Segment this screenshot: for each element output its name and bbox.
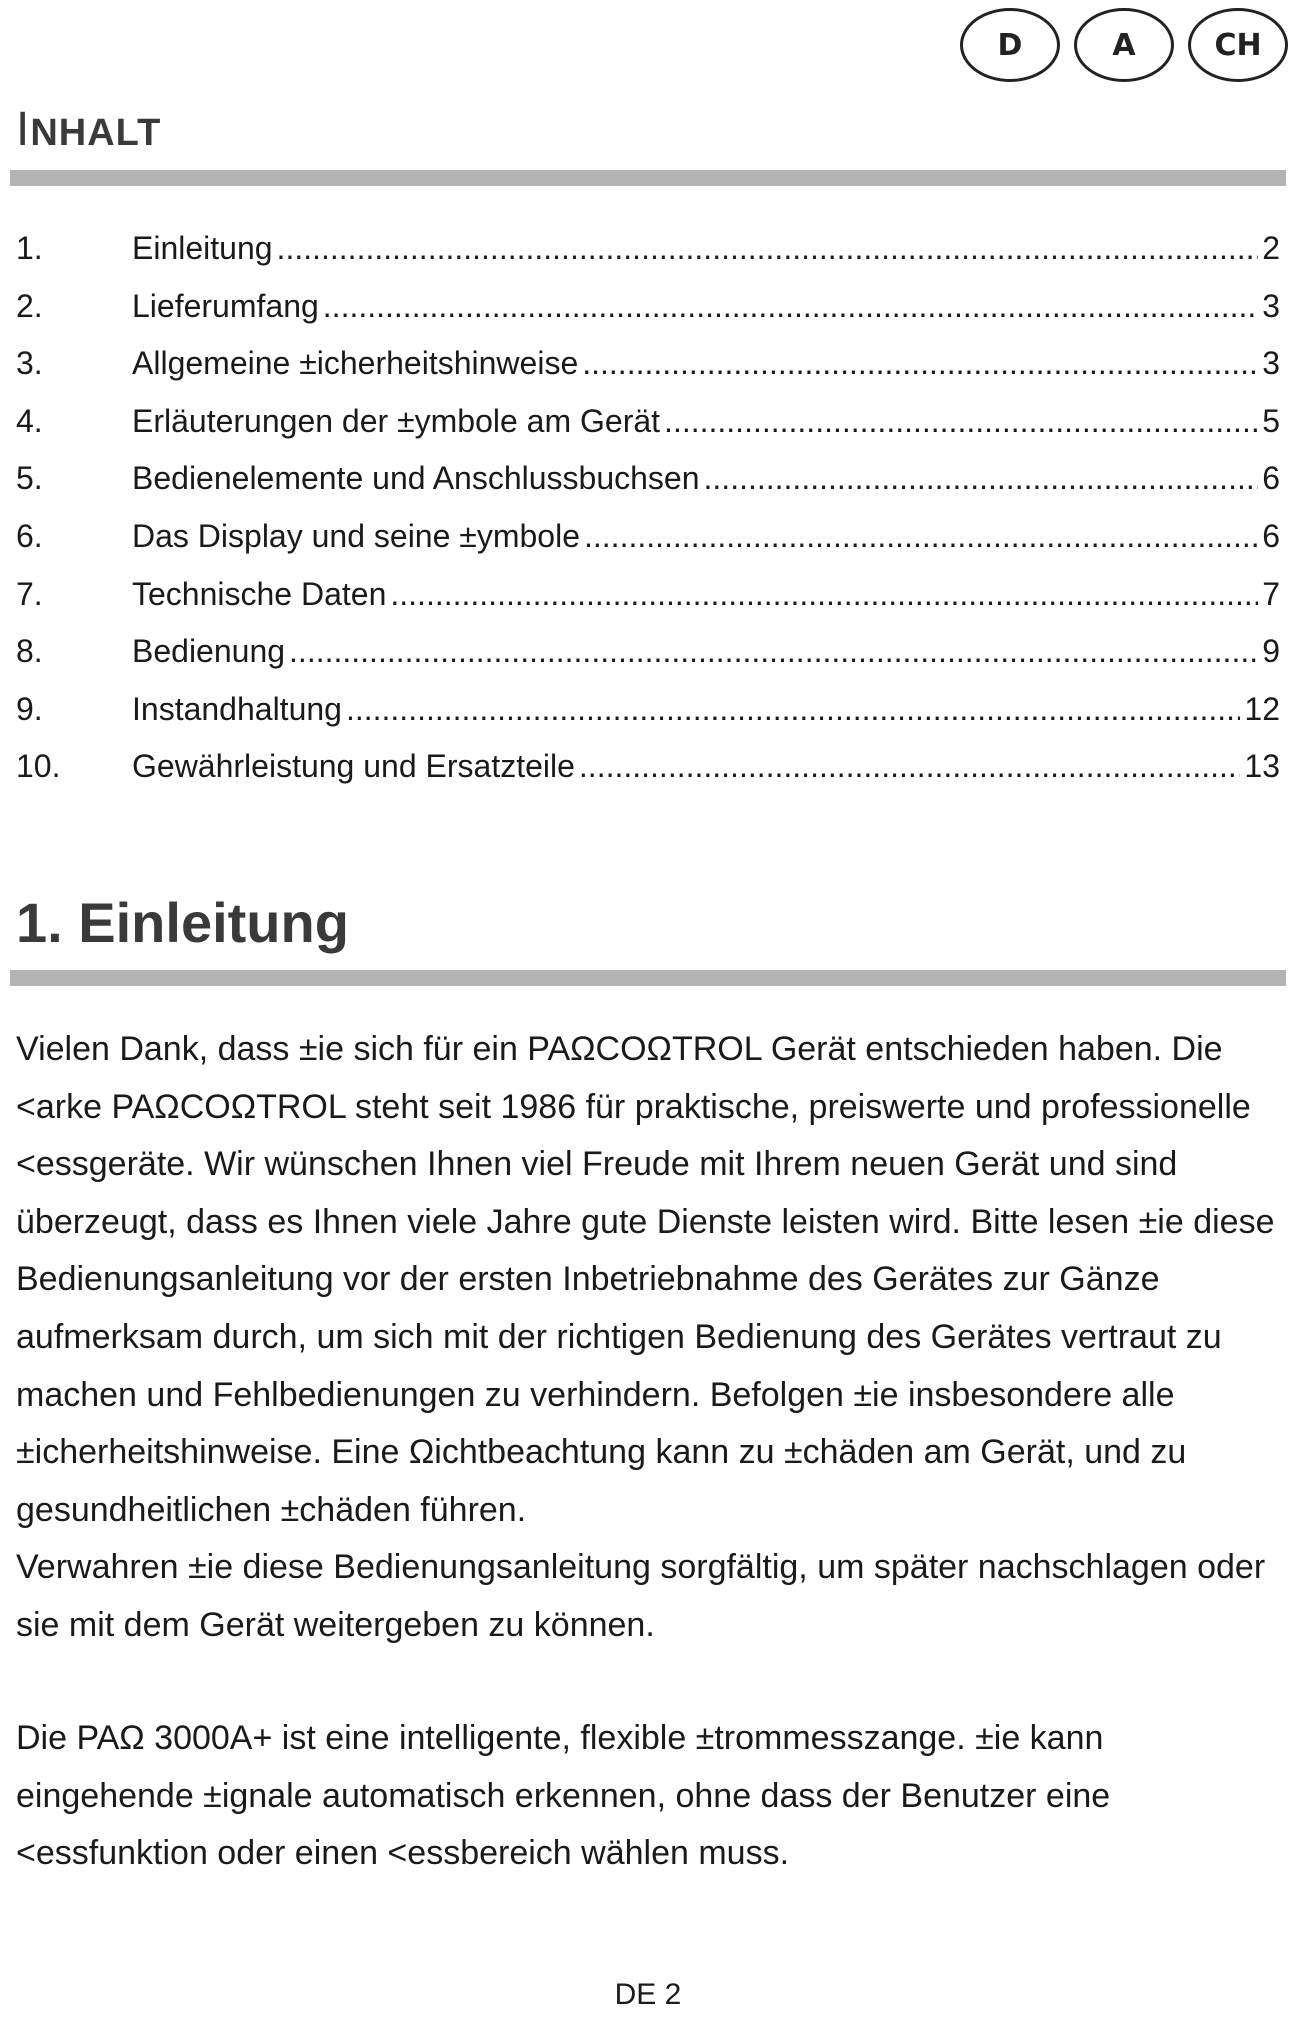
country-badges: [960, 8, 1288, 82]
toc-divider: [10, 170, 1286, 186]
toc-entry-number: 5.: [16, 460, 43, 497]
toc-entry-page: 7: [1262, 575, 1280, 612]
toc-entry-number: 1.: [16, 230, 43, 266]
toc-title: [16, 102, 161, 157]
toc-entry[interactable]: [16, 393, 1280, 451]
toc-entry[interactable]: [16, 278, 1280, 336]
toc-leader: [579, 738, 1241, 796]
toc-title-rest: NHALT: [30, 112, 162, 154]
toc-entry[interactable]: [16, 450, 1280, 508]
toc-leader: [390, 566, 1258, 624]
toc-entry-page: 9: [1262, 633, 1280, 670]
section-heading: 1. Einleitung: [16, 891, 349, 954]
toc-entry-number: 7.: [16, 575, 43, 612]
toc-entry-number: 2.: [16, 287, 43, 324]
country-badge-ch: CH: [1188, 8, 1288, 82]
toc-entry-page: 12: [1244, 690, 1280, 727]
toc-leader: [323, 278, 1258, 336]
toc-leader: [582, 335, 1258, 393]
toc-entry[interactable]: [16, 220, 1280, 278]
toc-entry[interactable]: [16, 738, 1280, 796]
intro-text-storage: Verwahren ±ie diese Bedienungsanleitung sorgfältig, um später nachschlagen oder sie mit dem Gerät weitergeben zu können.: [16, 1548, 1266, 1644]
toc-entry-page: 5: [1262, 402, 1280, 439]
product-description: Die PAΩ 3000A+ ist eine intelligente, flexible ±trommesszange. ±ie kann eingehende ±ignale automatisch erkennen, ohne dass der Benutzer eine <essfunktion oder einen <essbereich wählen muss.: [16, 1719, 1111, 1873]
toc-leader: [584, 508, 1258, 566]
toc-entry-number: 10.: [16, 748, 61, 785]
toc-entry[interactable]: [16, 623, 1280, 681]
toc-entry-label: Instandhaltung: [132, 690, 342, 727]
toc-leader: [664, 393, 1258, 451]
toc-entry-page: 13: [1244, 748, 1280, 785]
toc-leader: [704, 450, 1259, 508]
toc-leader: [277, 220, 1259, 278]
toc-entry-label: Einleitung: [132, 230, 273, 266]
table-of-contents: [16, 220, 1280, 796]
toc-entry[interactable]: [16, 508, 1280, 566]
toc-entry-page: 6: [1262, 517, 1280, 554]
toc-entry-label: Lieferumfang: [132, 287, 319, 324]
toc-entry-label: Technische Daten: [132, 575, 387, 612]
section-divider: [10, 970, 1286, 986]
intro-paragraph: [16, 1021, 1284, 1655]
toc-entry-label: Das Display und seine ±ymbole: [132, 517, 580, 554]
toc-entry-page: 3: [1262, 345, 1280, 382]
toc-entry-page: 6: [1262, 460, 1280, 497]
toc-entry-label: Erläuterungen der ±ymbole am Gerät: [132, 402, 661, 439]
toc-entry-label: Bedienelemente und Anschlussbuchsen: [132, 460, 700, 497]
toc-entry[interactable]: [16, 566, 1280, 624]
toc-title-initial: I: [16, 103, 31, 156]
toc-leader: [289, 623, 1258, 681]
toc-entry-number: 9.: [16, 690, 43, 727]
intro-text: Vielen Dank, dass ±ie sich für ein PAΩCOΩTROL Gerät entschieden haben. Die <arke PAΩCOΩTROL steht seit 1986 für praktische, preiswerte und professionelle <essgeräte. Wir wünschen Ihnen viel Freude mit Ihrem neuen Gerät und sind überzeugt, dass es Ihnen viele Jahre gute Dienste leisten wird. Bitte lesen ±ie diese Bedienungsanleitung vor der ersten Inbetriebnahme des Gerätes zur Gänze aufmerksam durch, um sich mit der richtigen Bedienung des Gerätes vertraut zu machen und Fehlbedienungen zu verhindern. Befolgen ±ie insbesondere alle ±icherheitshinweise. Eine Ωichtbeachtung kann zu ±chäden am Gerät, und zu gesundheitlichen ±chäden führen.: [16, 1030, 1275, 1529]
toc-entry-number: 6.: [16, 517, 43, 554]
toc-entry-label: Bedienung: [132, 633, 286, 670]
toc-entry-page: 2: [1262, 230, 1280, 266]
toc-entry[interactable]: [16, 335, 1280, 393]
toc-entry-page: 3: [1262, 287, 1280, 324]
toc-entry-number: 8.: [16, 633, 43, 670]
toc-entry-label: Gewährleistung und Ersatzteile: [132, 748, 575, 785]
country-badge-d: D: [960, 8, 1060, 82]
toc-entry-number: 4.: [16, 402, 43, 439]
toc-entry-number: 3.: [16, 345, 43, 382]
toc-entry[interactable]: [16, 681, 1280, 739]
page-number: DE 2: [614, 1978, 682, 2011]
toc-leader: [346, 681, 1240, 739]
country-badge-a: A: [1074, 8, 1174, 82]
toc-entry-label: Allgemeine ±icherheitshinweise: [132, 345, 579, 382]
